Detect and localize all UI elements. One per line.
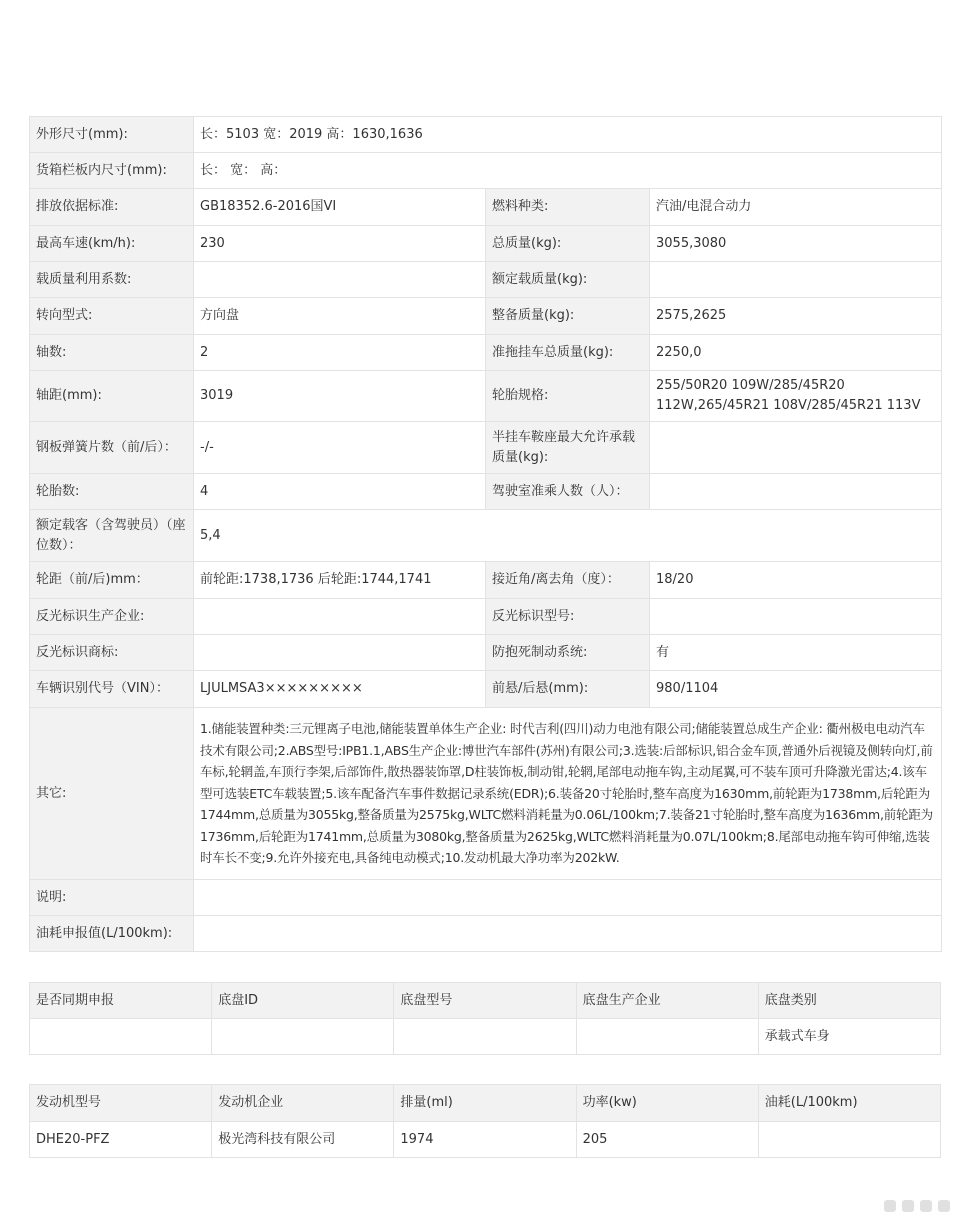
spec-row [30,262,942,298]
engine-table [29,1084,941,1158]
spec-value: 3055,3080 [650,226,942,262]
table-header: 发动机型号 [30,1085,212,1122]
watermark-shape [902,1200,914,1212]
spec-value [194,262,486,298]
spec-label: 轴距(mm): [30,371,194,422]
spec-label: 轴数: [30,335,194,371]
spec-value: 汽油/电混合动力 [650,189,942,226]
vin-value: LJULMSA3××××××××× [194,671,486,708]
table-header: 发动机企业 [212,1085,394,1122]
spec-label: 额定载质量(kg): [486,262,650,298]
chassis-header-row [30,983,941,1019]
spec-value: 18/20 [650,562,942,599]
spec-row [30,671,942,708]
table-header: 底盘生产企业 [576,983,758,1019]
table-cell [758,1122,940,1158]
engine-header-row [30,1085,941,1122]
spec-row [30,599,942,635]
table-cell: 承载式车身 [758,1019,940,1055]
spec-value: 有 [650,635,942,671]
spec-value: 2575,2625 [650,298,942,335]
table-cell [30,1019,212,1055]
spec-row [30,474,942,510]
spec-row [30,562,942,599]
fuel-label: 油耗申报值(L/100km): [30,916,194,952]
spec-row-dimensions [30,117,942,153]
spec-value: 230 [194,226,486,262]
spec-row-fuel [30,916,942,952]
dimensions-label: 外形尺寸(mm): [30,117,194,153]
spec-row [30,371,942,422]
watermark-shape [920,1200,932,1212]
spec-label: 防抱死制动系统: [486,635,650,671]
table-header: 油耗(L/100km) [758,1085,940,1122]
spec-row [30,422,942,474]
spec-label: 钢板弹簧片数（前/后）： [30,422,194,474]
table-cell: DHE20-PFZ [30,1122,212,1158]
spec-label: 轮胎数: [30,474,194,510]
spec-label: 准拖挂车总质量(kg): [486,335,650,371]
spec-row-cargo-box [30,153,942,189]
spec-label: 反光标识型号: [486,599,650,635]
fuel-value [194,916,942,952]
spec-label: 排放依据标准: [30,189,194,226]
chassis-table [29,982,941,1055]
spec-label: 反光标识商标: [30,635,194,671]
spec-value [194,635,486,671]
spec-label: 半挂车鞍座最大允许承载质量(kg): [486,422,650,474]
other-label: 其它: [30,708,194,880]
spec-value [194,599,486,635]
other-notes: 1.储能装置种类:三元锂离子电池,储能装置单体生产企业: 时代吉利(四川)动力电池有限公司;储能装置总成生产企业: 衢州极电电动汽车技术有限公司;2.ABS型号:IPB1.1,ABS生产企业:博世汽车部件(苏州)有限公司;3.选装:后部标识,铝合金车顶,普通外后视镜及侧转向灯,前车标,轮辋盖,车顶行李架,后部饰件,散热器装饰罩,D柱装饰板,制动钳,轮辋,尾部电动拖车钩,主动尾翼,可不装车顶可升降激光雷达;4.该车型可选装ETC车载装置;5.该车配备汽车事件数据记录系统(EDR);6.装备20寸轮胎时,整车高度为1630mm,前轮距为1738mm,后轮距为1744mm,总质量为3055kg,整备质量为2575kg,WLTC燃料消耗量为0.06L/100km;7.装备21寸轮胎时,整车高度为1636mm,前轮距为1736mm,后轮距为1741mm,总质量为3080kg,整备质量为2625kg,WLTC燃料消耗量为0.07L/100km;8.尾部电动拖车钩可伸缩,选装时车长不变;9.允许外接充电,具备纯电动模式;10.发动机最大净功率为202kW. [194,708,942,880]
spec-row [30,335,942,371]
table-cell [394,1019,576,1055]
spec-value [650,599,942,635]
spec-value: 4 [194,474,486,510]
spec-label: 总质量(kg): [486,226,650,262]
table-cell: 205 [576,1122,758,1158]
remark-value [194,880,942,916]
tire-spec-value: 255/50R20 109W/285/45R20 112W,265/45R21 108V/285/45R21 113V [650,371,942,422]
table-header: 底盘ID [212,983,394,1019]
table-row [30,1122,941,1158]
dimensions-value: 长：5103 宽：2019 高：1630,1636 [194,117,942,153]
spec-value [650,422,942,474]
seats-label: 额定载客（含驾驶员）（座位数）： [30,510,194,562]
spec-row [30,635,942,671]
spec-label: 接近角/离去角（度）： [486,562,650,599]
table-header: 底盘型号 [394,983,576,1019]
spec-row [30,189,942,226]
remark-label: 说明: [30,880,194,916]
spec-value: 3019 [194,371,486,422]
spec-value [650,474,942,510]
spec-row-remark [30,880,942,916]
table-header: 排量(ml) [394,1085,576,1122]
watermark-shape [938,1200,950,1212]
spec-value: 2250,0 [650,335,942,371]
spec-label: 车辆识别代号（VIN）： [30,671,194,708]
table-header: 功率(kw) [576,1085,758,1122]
spec-label: 反光标识生产企业: [30,599,194,635]
spec-label: 载质量利用系数: [30,262,194,298]
spec-value: 前轮距:1738,1736 后轮距:1744,1741 [194,562,486,599]
table-row [30,1019,941,1055]
spec-value: 2 [194,335,486,371]
spec-label: 整备质量(kg): [486,298,650,335]
spec-row [30,298,942,335]
seats-value: 5,4 [194,510,942,562]
spec-row-other [30,708,942,880]
table-header: 底盘类别 [758,983,940,1019]
table-cell [212,1019,394,1055]
spec-value: 980/1104 [650,671,942,708]
watermark [878,1200,950,1216]
table-cell: 1974 [394,1122,576,1158]
table-cell [576,1019,758,1055]
cargo-box-value: 长： 宽： 高： [194,153,942,189]
spec-row [30,226,942,262]
spec-value: -/- [194,422,486,474]
spec-label: 燃料种类: [486,189,650,226]
spec-label: 驾驶室准乘人数（人）： [486,474,650,510]
spec-label: 轮距（前/后)mm： [30,562,194,599]
spec-value: GB18352.6-2016国VI [194,189,486,226]
table-header: 是否同期申报 [30,983,212,1019]
spec-value [650,262,942,298]
watermark-shape [884,1200,896,1212]
cargo-box-label: 货箱栏板内尺寸(mm): [30,153,194,189]
spec-label: 转向型式: [30,298,194,335]
spec-value: 方向盘 [194,298,486,335]
spec-label: 最高车速(km/h): [30,226,194,262]
spec-row-seats [30,510,942,562]
vehicle-spec-table [29,116,942,952]
spec-label: 轮胎规格: [486,371,650,422]
table-cell: 极光湾科技有限公司 [212,1122,394,1158]
spec-label: 前悬/后悬(mm): [486,671,650,708]
